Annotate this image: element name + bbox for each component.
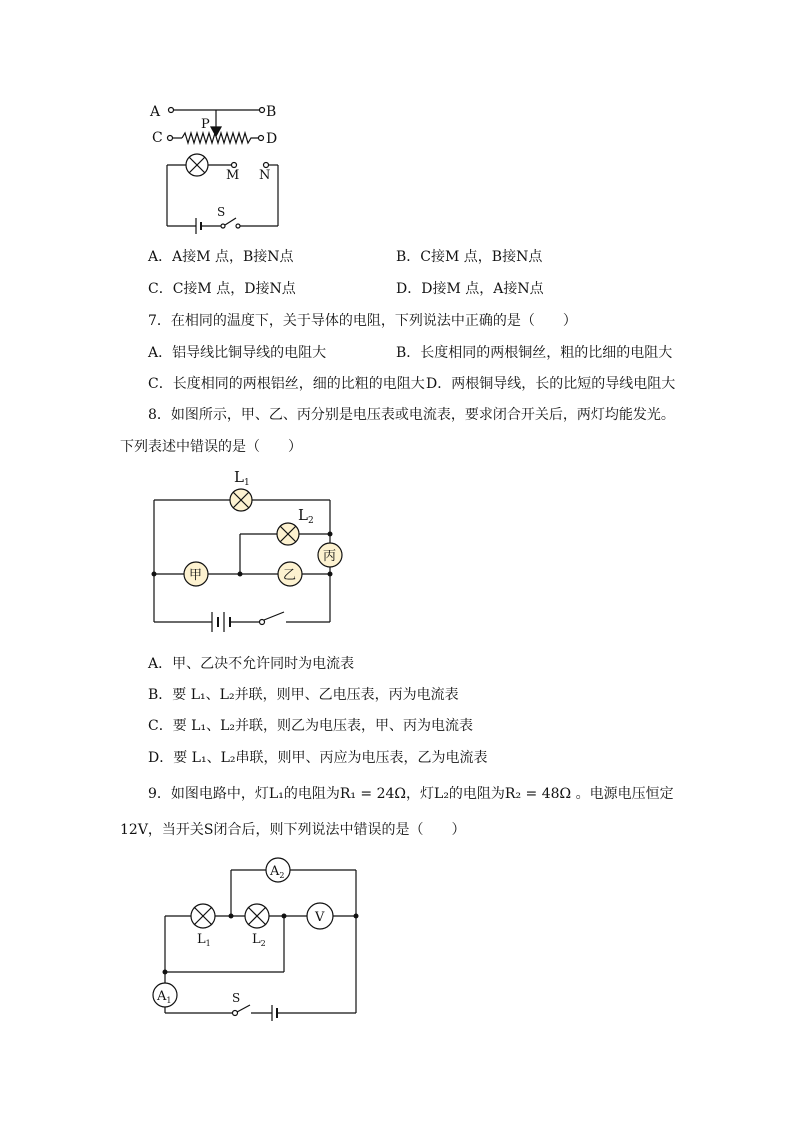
option-text: 两根铜导线，长的比短的导线电阻大 (451, 376, 676, 392)
option-letter: D． (396, 281, 422, 297)
option-letter: B． (396, 345, 421, 361)
label-L1: $L_1$ (197, 932, 211, 948)
option-letter: C． (148, 718, 173, 734)
option-letter: C． (148, 281, 173, 297)
meter-jia: 甲 (189, 568, 203, 583)
label-S: S (217, 205, 226, 219)
label-D: D (266, 131, 278, 147)
q8-option-a[interactable] (148, 655, 354, 673)
option-text: C接M 点，D接N点 (172, 281, 296, 297)
q7-option-c[interactable] (148, 375, 425, 393)
label-A1: $A_1$ (157, 989, 172, 1005)
label-P: P (201, 117, 210, 132)
option-text: 铝导线比铜导线的电阻大 (172, 345, 327, 361)
option-letter: A． (148, 345, 173, 361)
option-text: 要 L₁、L₂串联，则甲、丙应为电压表，乙为电流表 (173, 750, 488, 766)
q7-stem: 7．在相同的温度下，关于导体的电阻，下列说法中正确的是（ ） (148, 313, 577, 329)
label-L1: $L_1$ (234, 468, 250, 488)
meter-bing: 丙 (323, 549, 337, 564)
option-text: D接M 点，A接N点 (421, 281, 544, 297)
q9-stem-line2: 12V，当开关S闭合后，则下列说法中错误的是（ ） (120, 822, 466, 838)
label-N: N (259, 168, 271, 183)
option-text: 长度相同的两根铝丝，细的比粗的电阻大 (172, 376, 425, 392)
ammeter-voltmeter-circuit-figure (0, 850, 794, 1030)
label-V: V (315, 910, 325, 925)
label-B: B (266, 104, 277, 120)
option-letter: B． (148, 687, 173, 703)
q7-option-d[interactable] (426, 375, 675, 393)
q6-option-b[interactable] (396, 248, 542, 266)
option-letter: B． (396, 249, 421, 265)
q8-option-d[interactable] (148, 749, 488, 767)
label-S: S (232, 991, 241, 1005)
rheostat-circuit-figure (0, 0, 794, 240)
q8-stem-line1: 8．如图所示，甲、乙、丙分别是电压表或电流表，要求闭合开关后，两灯均能发光。 (148, 407, 675, 423)
label-M: M (226, 168, 240, 183)
q8-option-b[interactable] (148, 686, 459, 704)
label-A2: $A_2$ (270, 864, 285, 880)
option-text: 长度相同的两根铜丝，粗的比细的电阻大 (420, 345, 673, 361)
q8-stem-line2: 下列表述中错误的是（ ） (120, 439, 302, 455)
option-text: 甲、乙决不允许同时为电流表 (172, 656, 355, 672)
q8-option-c[interactable] (148, 717, 473, 735)
label-C: C (152, 130, 163, 146)
option-text: 要 L₁、L₂并联，则乙为电压表，甲、丙为电流表 (172, 718, 473, 734)
option-letter: C． (148, 376, 173, 392)
option-letter: A． (148, 249, 173, 265)
q9-stem-line1: 9．如图电路中，灯L₁的电阻为R₁ = 24Ω，灯L₂的电阻为R₂ = 48Ω 。电源电压恒定 (148, 786, 674, 802)
option-text: A接M 点，B接N点 (172, 249, 294, 265)
meters-circuit-figure (0, 460, 794, 660)
q6-option-d[interactable] (396, 280, 544, 298)
label-L2: $L_2$ (252, 932, 266, 948)
option-text: 要 L₁、L₂并联，则甲、乙电压表，丙为电流表 (172, 687, 459, 703)
option-letter: A． (148, 656, 173, 672)
option-letter: D． (148, 750, 174, 766)
meter-yi: 乙 (283, 568, 297, 583)
option-text: C接M 点，B接N点 (420, 249, 543, 265)
q7-option-a[interactable] (148, 344, 326, 362)
label-L2: $L_2$ (298, 506, 314, 526)
q6-option-c[interactable] (148, 280, 296, 298)
q7-option-b[interactable] (396, 344, 672, 362)
label-A: A (150, 104, 161, 120)
option-letter: D． (426, 376, 452, 392)
q6-option-a[interactable] (148, 248, 294, 266)
